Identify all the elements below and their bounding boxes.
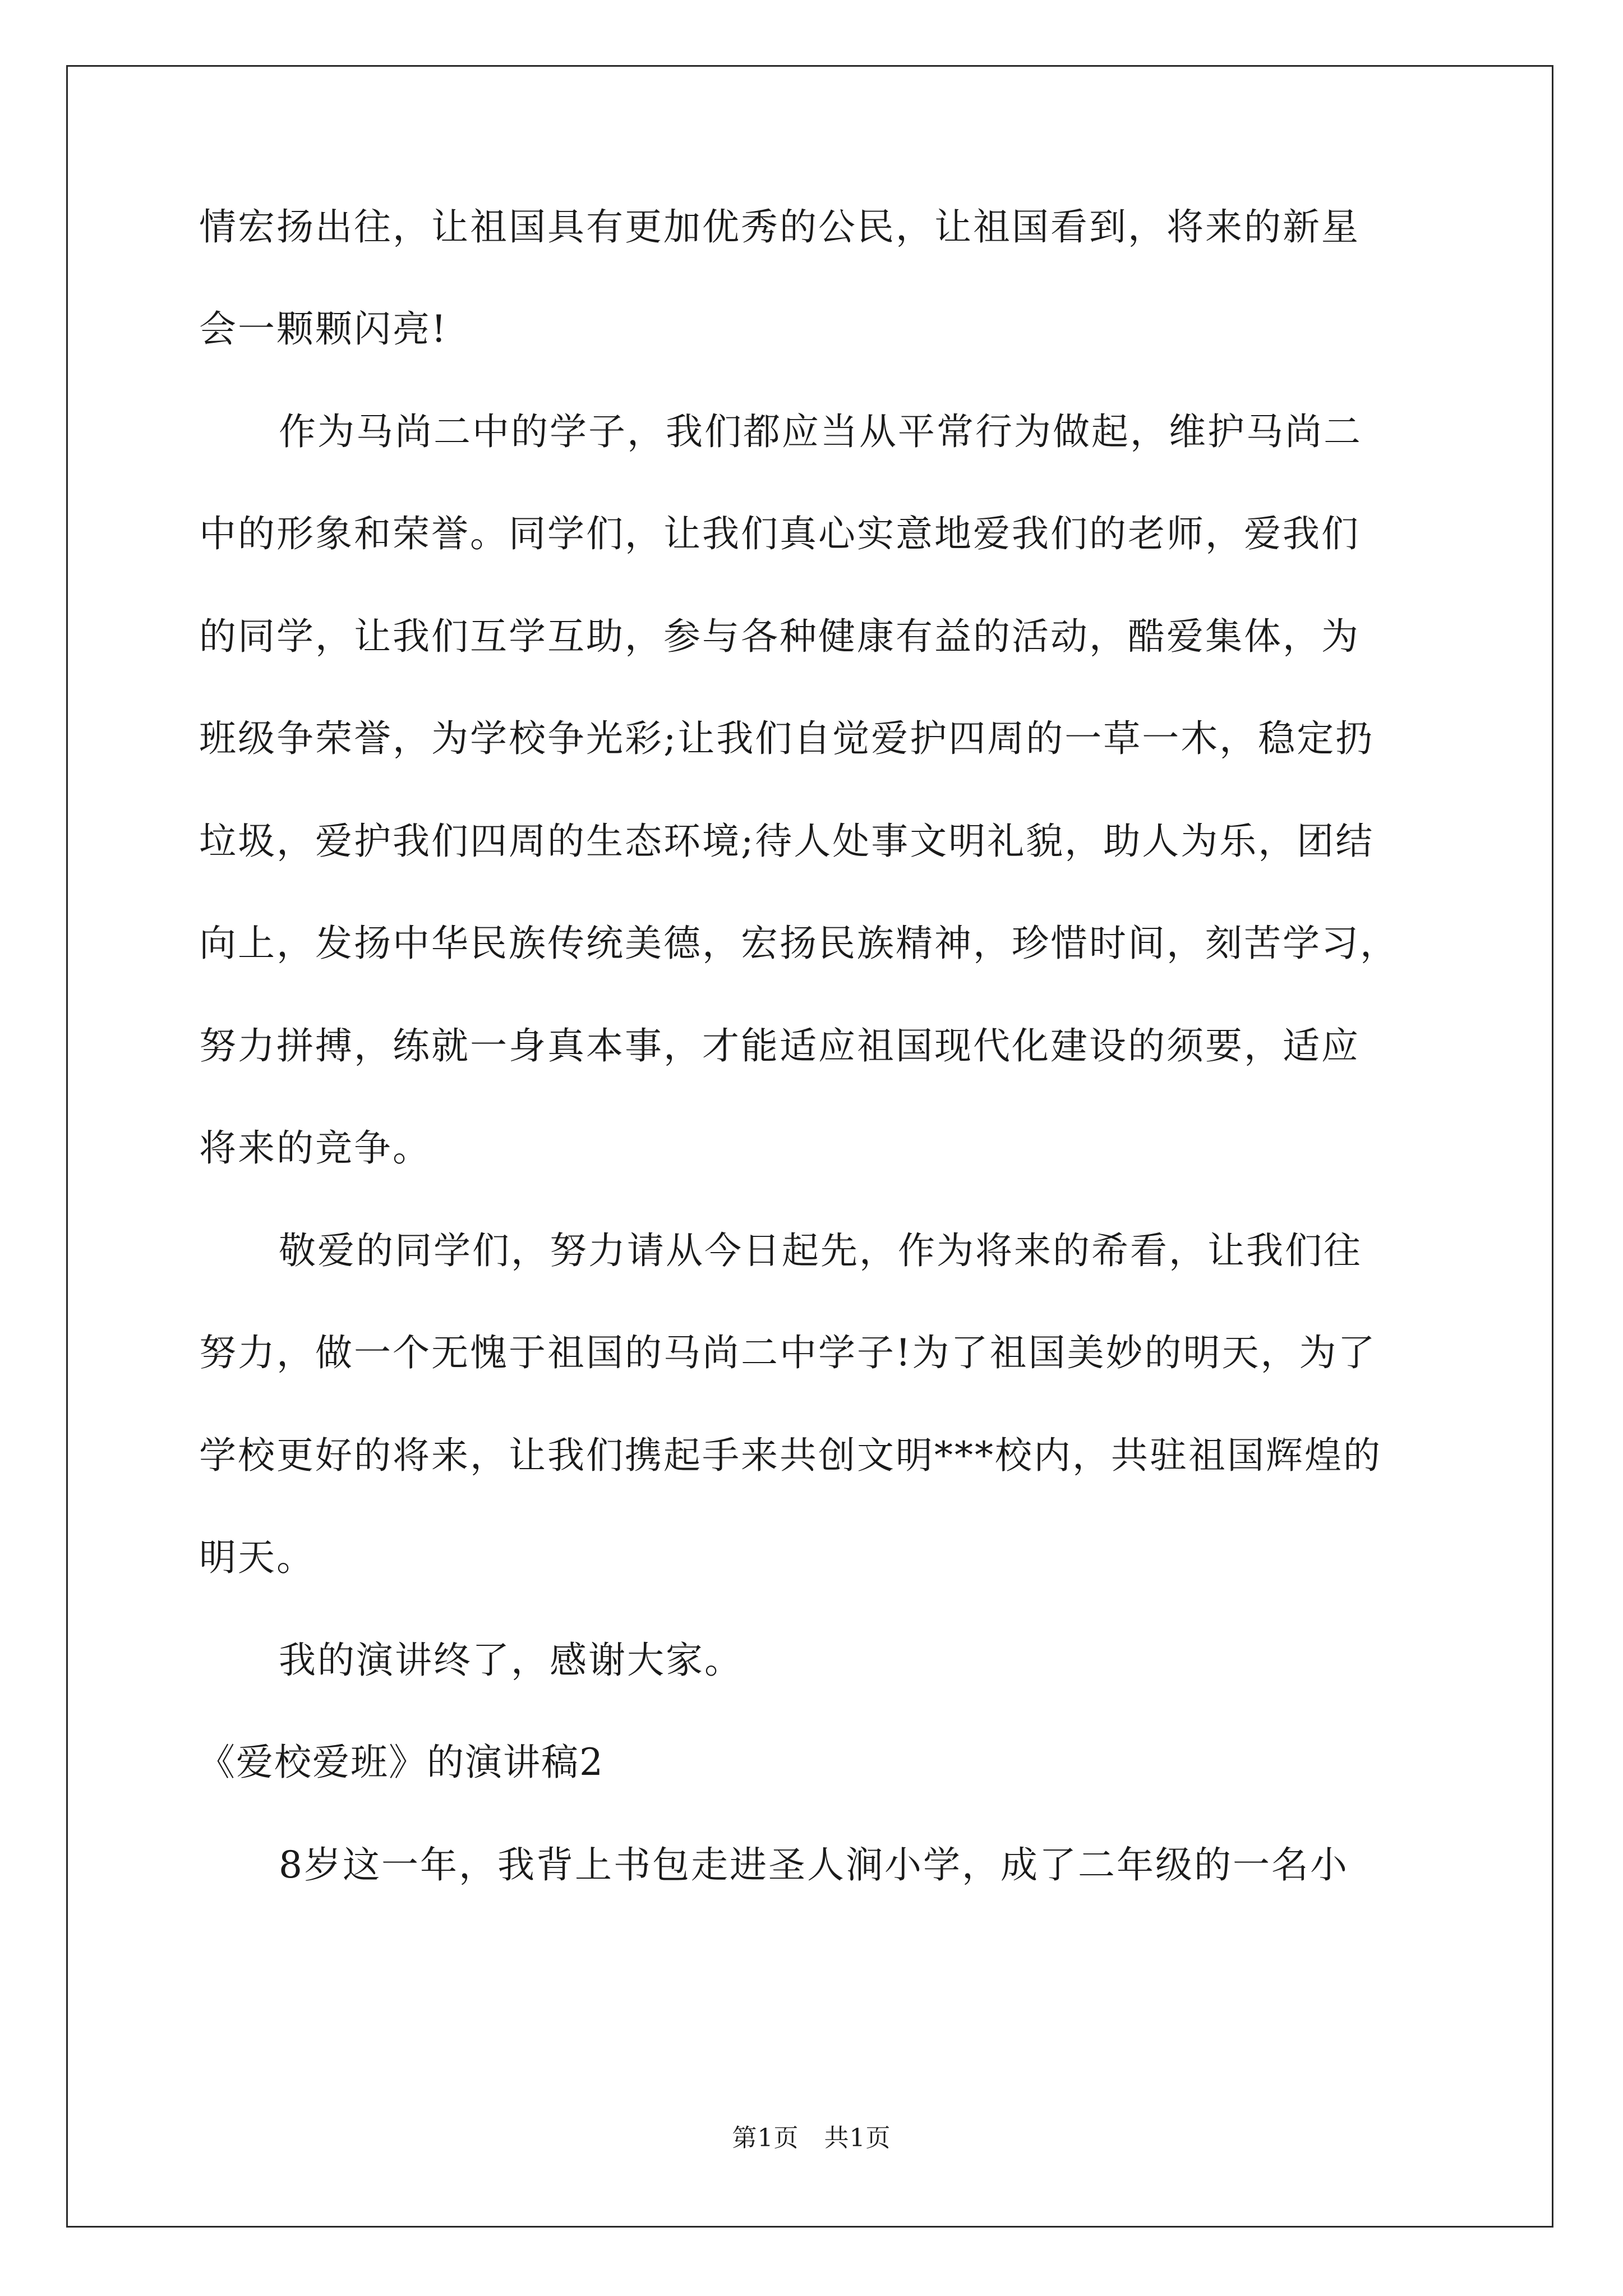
paragraph-start-line: 敬爱的同学们，努力请从今日起先，作为将来的希看，让我们往 [279,1229,1362,1272]
text-line: 努力拼搏，练就一身真本事，才能适应祖国现代化建设的须要，适应 [199,1024,1360,1068]
text-line: 向上，发扬中华民族传统美德，宏扬民族精神，珍惜时间，刻苦学习， [199,922,1399,965]
text-line: 中的形象和荣誉。同学们，让我们真心实意地爱我们的老师，爱我们 [199,512,1360,555]
paragraph-start-line: 我的演讲终了，感谢大家。 [279,1639,743,1682]
text-line: 垃圾，爱护我们四周的生态环境;待人处事文明礼貌，助人为乐，团结 [199,820,1375,863]
paragraph-start-line: 作为马尚二中的学子，我们都应当从平常行为做起，维护马尚二 [279,410,1362,453]
text-line: 班级争荣誉，为学校争光彩;让我们自觉爱护四周的一草一木，稳定扔 [199,717,1375,760]
text-line: 会一颗颗闪亮! [199,307,448,351]
text-line: 情宏扬出往，让祖国具有更加优秀的公民，让祖国看到，将来的新星 [199,205,1360,249]
text-line: 学校更好的将来，让我们携起手来共创文明***校内，共驻祖国辉煌的 [199,1434,1382,1477]
text-line: 明天。 [199,1536,315,1579]
section-heading: 《爱校爱班》的演讲稿2 [198,1741,604,1784]
text-line: 的同学，让我们互学互助，参与各种健康有益的活动，酷爱集体，为 [199,615,1360,658]
page-footer: 第1页 共1页 [732,2124,891,2152]
paragraph-start-line: 8岁这一年，我背上书包走进圣人涧小学，成了二年级的一名小 [279,1843,1349,1887]
text-line: 努力，做一个无愧于祖国的马尚二中学子!为了祖国美妙的明天，为了 [199,1331,1377,1374]
text-line: 将来的竞争。 [199,1126,431,1170]
